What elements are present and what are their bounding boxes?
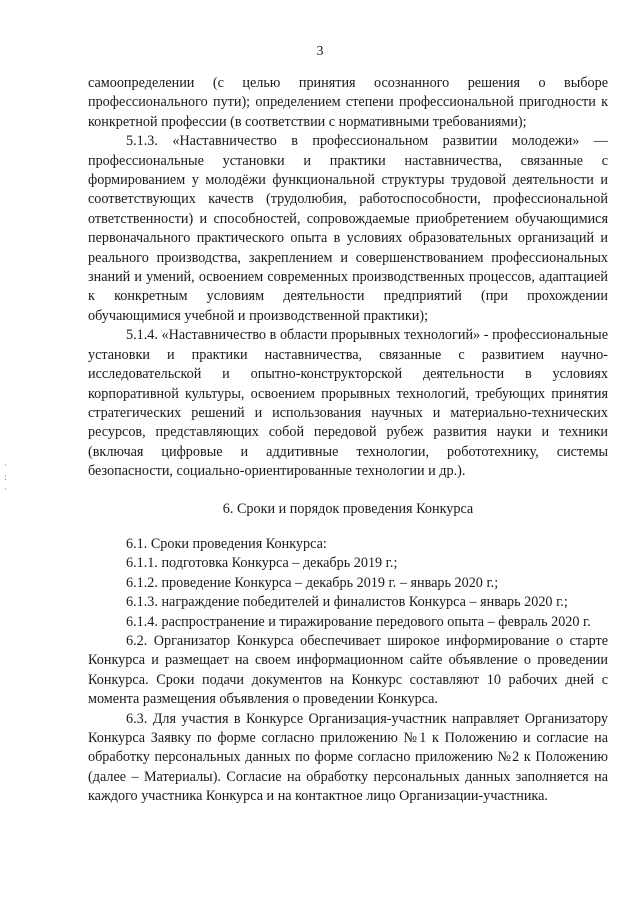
document-body xyxy=(88,74,608,807)
section-heading: 6. Сроки и порядок проведения Конкурса xyxy=(222,500,474,517)
margin-mark: · xyxy=(4,461,7,471)
margin-mark: · xyxy=(4,485,7,495)
paragraph-6-3: 6.3. Для участия в Конкурсе Организация-участник направляет Организатору Конкурса Заявку по форме согласно приложению №1 к Положению и согласие на обработку персональных данных по форме согласно приложению №2 к Положению (далее – Материалы). Согласие на обработку персональных данных заполняется на каждого участника Конкурса и на контактное лицо Организации-участника. xyxy=(88,710,608,805)
paragraph-6-1-3: 6.1.3. награждение победителей и финалистов Конкурса – январь 2020 г.; xyxy=(126,594,568,611)
paragraph-6-1-4: 6.1.4. распространение и тиражирование передового опыта – февраль 2020 г. xyxy=(126,613,591,630)
margin-mark: : xyxy=(4,473,8,483)
paragraph-5-1-3: 5.1.3. «Наставничество в профессиональном развитии молодежи» — профессиональные установки и практики наставничества, связанные с формированием у молодёжи функциональной структуры трудовой деятельности и соответствующих качеств (трудолюбия, работоспособности, профессиональной ответственности) и способностей, сопровождаемые приобретением обучающимися первоначального практического опыта в условиях образовательных организаций и реального производства, закреплением и совершенствованием профессиональных знаний и умений, освоением современных производственных процессов, адаптацией к конкретным условиям деятельности предприятий (при прохождении обучающимися учебной и производственной практики); xyxy=(88,133,608,324)
page-number: 3 xyxy=(316,44,324,59)
paragraph-6-1-2: 6.1.2. проведение Конкурса – декабрь 2019 г. – январь 2020 г.; xyxy=(126,574,499,591)
paragraph-6-2: 6.2. Организатор Конкурса обеспечивает широкое информирование о старте Конкурса и размещает на своем информационном сайте объявление о проведении Конкурса. Сроки подачи документов на Конкурс составляют 10 рабочих дней с момента размещения объявления о проведении Конкурса. xyxy=(88,632,608,708)
paragraph-6-1-1: 6.1.1. подготовка Конкурса – декабрь 2019 г.; xyxy=(126,555,398,572)
paragraph-continuation: самоопределении (с целью принятия осознанного решения о выборе профессионального пути); определением степени профессиональной пригодности к конкретной профессии (в соответствии с нормативными требованиями); xyxy=(88,75,608,130)
paragraph-5-1-4: 5.1.4. «Наставничество в области прорывных технологий» - профессиональные установки и практики наставничества, связанные с развитием научно-исследовательской и опытно-конструкторской деятельности в условиях корпоративной культуры, освоением прорывных технологий, требующих принятия стратегических решений и использования научных и материально-технических ресурсов, представляющих собой передовой рубеж развития науки и техники (включая цифровые и аддитивные технологии, робототехнику, системы безопасности, социально-ориентированные технологии и др.). xyxy=(88,327,608,480)
paragraph-6-1: 6.1. Сроки проведения Конкурса: xyxy=(126,535,327,552)
